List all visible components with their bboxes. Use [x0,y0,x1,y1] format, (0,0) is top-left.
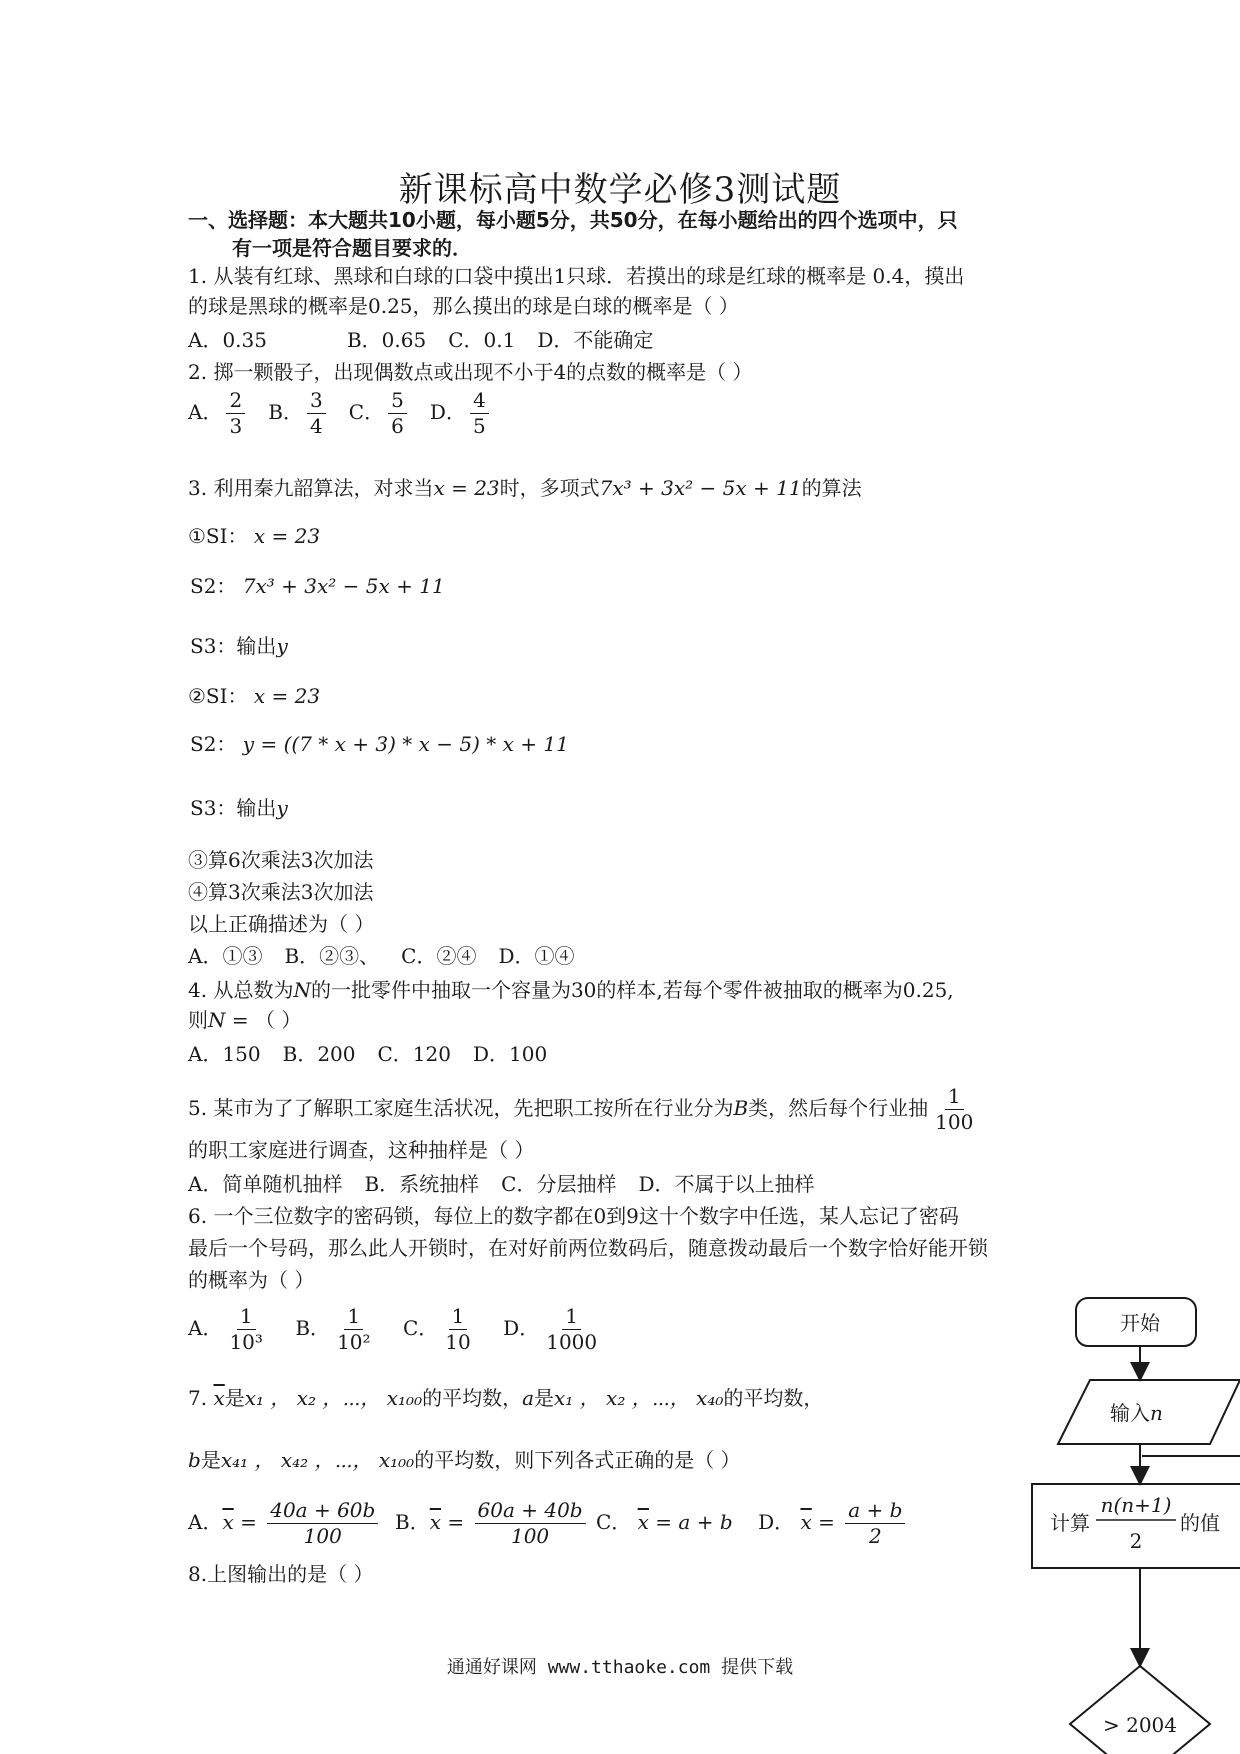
flow-calc-num: n(n+1) [1100,1493,1172,1517]
flow-start-box [1076,1298,1196,1346]
q8-stem: 8.上图输出的是（ ） [188,1562,374,1586]
q1-option-b: B．0.65 [346,328,427,352]
flow-calc-suffix: 的值 [1180,1511,1220,1535]
q4-stem-line2: 则N = （ ） [188,1008,302,1032]
q3-step2-b: S2： y = ((7 * x + 3) * x − 5) * x + 11 [190,732,569,756]
q2-option-a: A． $\frac{2}{3}$ [188,400,249,424]
q7-stem-line2: b是x₄₁ ， x₄₂ ，⋯， x₁₀₀的平均数，则下列各式正确的是（ ） [188,1448,741,1472]
q1-option-a: A．0.35 [188,328,267,352]
q1-option-d: D．不能确定 [537,328,654,352]
q7-options [188,1500,909,1547]
flow-calc-den: 2 [1129,1529,1143,1553]
q7-option-c: C． $\overline{x} = a + b$ [595,1510,733,1534]
q3-step3-a: S3：输出y [190,634,288,658]
footer-credit: 通通好课网 www.tthaoke.com 提供下载 [446,1657,794,1678]
q3-step3-b: S3：输出y [190,796,288,820]
flow-calc-box [1032,1484,1240,1568]
q7-option-b: B．$\overline{x}$ = $\frac{60a + 40b}{100}$ [395,1510,590,1534]
q4-option-b: B．200 [282,1042,356,1066]
q1-stem-line2: 的球是黑球的概率是0.25，那么摸出的球是白球的概率是（ ） [188,294,739,318]
flow-input-box [1058,1380,1240,1444]
q6-option-b: B． $\frac{1}{\text{10²}}$ [295,1304,371,1354]
q3-step1-b: ②SI： x = 23 [188,684,321,708]
q2-options [188,390,493,437]
q5-option-c: C．分层抽样 [501,1172,617,1196]
q2-option-d: D． $\frac{4}{5}$ [430,400,493,424]
q3-step2-a: S2： 7x³ + 3x² − 5x + 11 [190,574,445,598]
flow-calc-prefix: 计算 [1050,1511,1090,1535]
flow-decision-label: > 2004 [1102,1713,1178,1737]
q3-stem: 3. 利用秦九韶算法，对求当x = 23时，多项式7x³ + 3x² − 5x + 11的算法 [188,476,862,500]
q5-option-a: A．简单随机抽样 [188,1172,343,1196]
flow-decision-box [1070,1666,1210,1754]
q4-option-a: A．150 [188,1042,261,1066]
q3-option-a: A．①③ [188,944,263,968]
q3-option-b: B．②③、 [284,944,380,968]
q3-option-d: D．①④ [498,944,575,968]
q6-option-a: A． $\frac{1}{\text{10³}}$ [188,1304,263,1354]
q6-stem-line1: 6. 一个三位数字的密码锁，每位上的数字都在0到9这十个数字中任选，某人忘记了密码 [188,1204,959,1228]
q4-stem-line1: 4. 从总数为N的一批零件中抽取一个容量为30的样本,若每个零件被抽取的概率为0.25, [188,978,954,1002]
flow-input-label: 输入n [1110,1401,1163,1425]
q4-option-d: D．100 [472,1042,548,1066]
q6-option-d: D． $\frac{1}{1000}$ [503,1304,598,1354]
q2-stem: 2. 掷一颗骰子，出现偶数点或出现不小于4的点数的概率是（ ） [188,360,753,384]
q1-option-c: C．0.1 [448,328,516,352]
q6-options [188,1306,604,1353]
section-heading-line2: 有一项是符合题目要求的． [232,236,472,260]
q1-stem-line1: 1. 从装有红球、黑球和白球的口袋中摸出1只球．若摸出的球是红球的概率是 0.4，摸出 [188,264,965,288]
q7-option-a: A．$\overline{x}$ = $\frac{40a + 60b}{100}$ [188,1510,382,1534]
q3-options [188,942,597,970]
q5-option-d: D．不属于以上抽样 [638,1172,815,1196]
q7-option-d: D． $\overline{x}$ = $\frac{a + b}{2}$ [758,1510,909,1534]
q6-stem-line3: 的概率为（ ） [188,1268,315,1292]
q1-options [188,326,675,354]
q6-stem-line2: 最后一个号码，那么此人开锁时，在对好前两位数码后，随意拨动最后一个数字恰好能开锁 [188,1236,988,1260]
q4-options [188,1040,569,1068]
q3-item4: ④算3次乘法3次加法 [188,880,374,904]
q3-option-c: C．②④ [401,944,477,968]
q3-step1-a: ①SI： x = 23 [188,524,321,548]
q2-option-c: C． $\frac{5}{6}$ [349,400,411,424]
flow-start-label: 开始 [1120,1311,1160,1335]
q3-ask: 以上正确描述为（ ） [188,912,375,936]
q5-option-b: B．系统抽样 [364,1172,480,1196]
q7-stem-line1: 7. $\overline{x}$是x₁ ， x₂ ，⋯， x₁₀₀的平均数，a是x₁ ， x₂ ，⋯， x₄₀的平均数， [188,1386,824,1410]
q5-stem-line1: 5. 某市为了了解职工家庭生活状况，先把职工按所在行业分为B类，然后每个行业抽 $\frac{1}{100}$ [188,1084,974,1134]
q5-options [188,1170,837,1198]
page-title: 新课标高中数学必修3测试题 [398,170,842,210]
q5-stem-line2: 的职工家庭进行调查，这种抽样是（ ） [188,1138,535,1162]
q2-option-b: B． $\frac{3}{4}$ [268,400,329,424]
section-heading-line1: 一、选择题：本大题共10小题，每小题5分，共50分，在每小题给出的四个选项中，只 [188,208,958,232]
q3-item3: ③算6次乘法3次加法 [188,848,374,872]
q6-option-c: C． $\frac{1}{10}$ [402,1304,471,1354]
q4-option-c: C．120 [377,1042,451,1066]
